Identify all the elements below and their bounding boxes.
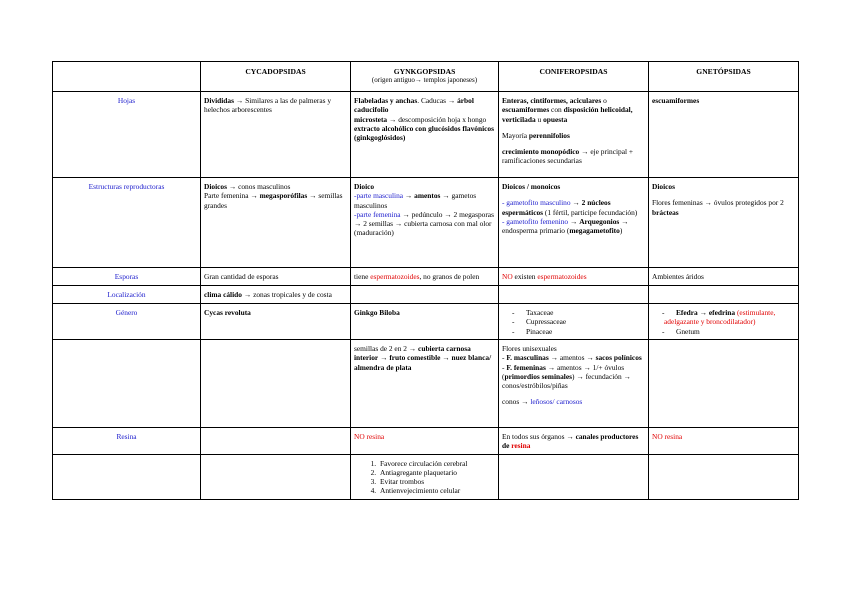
cell-extra1-cycadopsidas [201,340,351,428]
cell-extra2-gnetopsidas [649,454,799,499]
list-item: - Taxaceae [514,308,645,317]
cell-resina-gnetopsidas: NO resina [649,428,799,455]
cell-esporas-gynkgopsidas: tiene espermatozoides, no granos de polen [351,268,499,286]
cell-localizacion-gynkgopsidas [351,286,499,304]
row-label-empty [53,340,201,428]
row-genero [53,304,799,340]
cell-estructuras-gnetopsidas: Dioicos Flores femeninas → óvulos protegidos por 2 brácteas [649,178,799,268]
row-label-genero: Género [53,304,201,340]
ginkgo-benefits-list [354,459,495,496]
cell-hojas-gnetopsidas: escuamiformes [649,92,799,178]
cell-genero-gnetopsidas [649,304,799,340]
cell-estructuras-cycadopsidas: Dioicos → conos masculinos Parte femenina → megasporófilas → semillas grandes [201,178,351,268]
row-hojas [53,92,799,178]
cell-extra1-gnetopsidas [649,340,799,428]
list-item: - Pinaceae [514,327,645,336]
row-label-hojas: Hojas [53,92,201,178]
cell-esporas-cycadopsidas: Gran cantidad de esporas [201,268,351,286]
row-label-estructuras: Estructuras reproductoras [53,178,201,268]
cell-localizacion-cycadopsidas: clima cálido → zonas tropicales y de costa [201,286,351,304]
cell-resina-cycadopsidas [201,428,351,455]
list-item: 3. Evitar trombos [378,477,495,486]
row-label-empty [53,454,201,499]
header-cycadopsidas: CYCADOPSIDAS [201,62,351,92]
list-item: - Efedra → efedrina (estimulante, adelgazante y broncodilatador) [664,308,795,327]
header-coniferopsidas: CONIFEROPSIDAS [499,62,649,92]
row-estructuras [53,178,799,268]
row-label-esporas: Esporas [53,268,201,286]
row-label-localizacion: Localización [53,286,201,304]
cell-extra2-gynkgopsidas [351,454,499,499]
comparison-table [52,61,799,500]
row-extra-2 [53,454,799,499]
header-empty [53,62,201,92]
cell-estructuras-gynkgopsidas: Dioico -parte masculina → amentos → gametos masculinos -parte femenina → pedúnculo → 2 megasporas → 2 semillas → cubierta carnosa con mal olor (maduración) [351,178,499,268]
gneto-genus-list [652,308,795,336]
cell-hojas-gynkgopsidas: Flabeladas y anchas. Caducas → árbol caducifolio microsteta → descomposición hoja x hongo extracto alcohólico con glucósidos flavónicos (ginkgoglósidos) [351,92,499,178]
row-resina [53,428,799,455]
cell-extra1-gynkgopsidas: semillas de 2 en 2 → cubierta carnosa interior → fruto comestible → nuez blanca/ almendra de plata [351,340,499,428]
cell-estructuras-coniferopsidas: Dioicos / monoicos - gametofito masculino → 2 núcleos espermáticos (1 fértil, participe fecundación) - gametofito femenino → Arquegonios → endosperma primario (megagametofito) [499,178,649,268]
cell-localizacion-gnetopsidas [649,286,799,304]
row-extra-1 [53,340,799,428]
list-item: 1. Favorece circulación cerebral [378,459,495,468]
cell-extra1-coniferopsidas: Flores unisexuales - F. masculinas → amentos → sacos polínicos - F. femeninas → amentos → 1/+ óvulos (primordios seminales) → fecundación → conos/estróbilos/piñas conos → leñosos/ carnosos [499,340,649,428]
cell-hojas-coniferopsidas: Enteras, cintiformes, aciculares o escuamiformes con disposición helicoidal, verticilada u opuesta Mayoría perennifolios crecimiento monopódico → eje principal + ramificaciones secundarias [499,92,649,178]
cell-resina-coniferopsidas: En todos sus órganos → canales productores de resina [499,428,649,455]
header-row [53,62,799,92]
list-item: - Gnetum [664,327,795,336]
row-esporas [53,268,799,286]
cell-hojas-cycadopsidas: Divididas → Similares a las de palmeras y helechos arborescentes [201,92,351,178]
conifer-family-list [502,308,645,336]
header-gynkgopsidas-sub: (origen antiguo→ templos japoneses) [371,76,478,85]
cell-localizacion-coniferopsidas [499,286,649,304]
header-gynkgopsidas: GYNKGOPSIDAS (origen antiguo→ templos japoneses) [351,62,499,92]
row-label-resina: Resina [53,428,201,455]
cell-esporas-coniferopsidas: NO existen espermatozoides [499,268,649,286]
cell-genero-cycadopsidas: Cycas revoluta [201,304,351,340]
cell-extra2-cycadopsidas [201,454,351,499]
list-item: 2. Antiagregante plaquetario [378,468,495,477]
cell-genero-coniferopsidas [499,304,649,340]
cell-genero-gynkgopsidas: Ginkgo Biloba [351,304,499,340]
header-gnetopsidas: GNETÓPSIDAS [649,62,799,92]
cell-resina-gynkgopsidas: NO resina [351,428,499,455]
cell-extra2-coniferopsidas [499,454,649,499]
list-item: - Cupressaceae [514,317,645,326]
list-item: 4. Antienvejecimiento celular [378,486,495,495]
row-localizacion [53,286,799,304]
cell-esporas-gnetopsidas: Ambientes áridos [649,268,799,286]
